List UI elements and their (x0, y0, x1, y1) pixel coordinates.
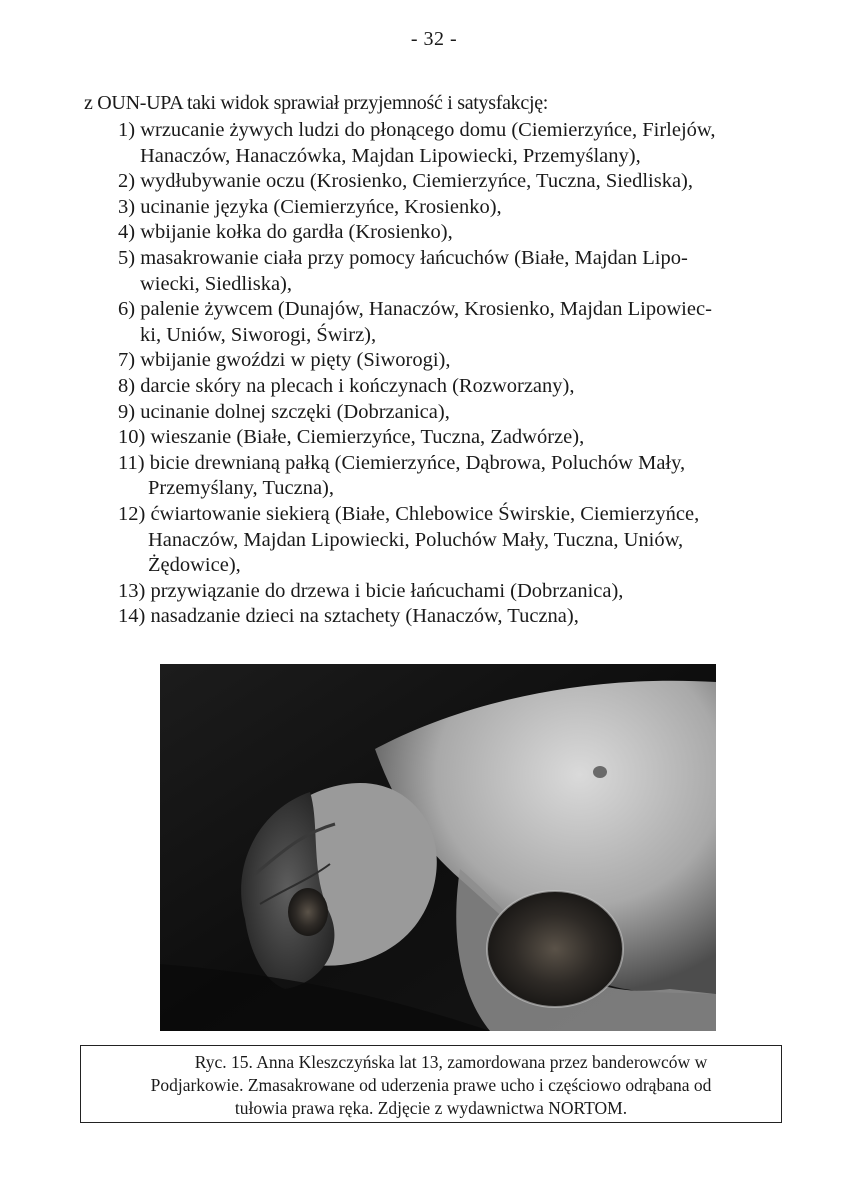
list-item (0, 425, 868, 451)
caption-line: tułowia prawa ręka. Zdjęcie z wydawnictwa NORTOM. (234, 1098, 628, 1118)
list-item-line: 1) wrzucanie żywych ludzi do płonącego domu (Ciemierzyńce, Firlejów, (118, 119, 716, 141)
list-item (0, 451, 868, 502)
list-item (0, 604, 868, 630)
list-item-line: 4) wbijanie kołka do gardła (Krosienko), (118, 221, 453, 244)
list-item (0, 297, 868, 348)
list-item-line: 9) ucinanie dolnej szczęki (Dobrzanica), (118, 400, 450, 423)
photo-illustration (160, 664, 716, 1031)
list-item-continuation: Żędowice), (148, 554, 241, 577)
list-item-line: 3) ucinanie języka (Ciemierzyńce, Krosienko), (118, 195, 502, 218)
list-item-line: 14) nasadzanie dzieci na sztachety (Hanaczów, Tuczna), (118, 605, 579, 628)
list-item (0, 579, 868, 605)
list-item-line: 2) wydłubywanie oczu (Krosienko, Ciemierzyńce, Tuczna, Siedliska), (118, 170, 694, 193)
list-item-continuation: Hanaczów, Majdan Lipowiecki, Poluchów Mały, Tuczna, Uniów, (148, 528, 684, 551)
figure-caption (80, 1045, 782, 1123)
list-item-continuation: Hanaczów, Hanaczówka, Majdan Lipowiecki, Przemyślany), (140, 144, 641, 167)
page-number: - 32 - (410, 28, 458, 50)
list-item (0, 400, 868, 426)
list-item (0, 348, 868, 374)
list-item-line: 6) palenie żywcem (Dunajów, Hanaczów, Krosienko, Majdan Lipowiec- (118, 298, 712, 321)
list-item (0, 220, 868, 246)
list-item-line: 11) bicie drewnianą pałką (Ciemierzyńce, Dąbrowa, Poluchów Mały, (118, 451, 686, 474)
caption-line: Podjarkowie. Zmasakrowane od uderzenia prawe ucho i częściowo odrąbana od (150, 1075, 712, 1095)
list-item (0, 246, 868, 297)
list-item-line: 8) darcie skóry na plecach i kończynach (Rozworzany), (118, 374, 575, 397)
caption-line: Ryc. 15. Anna Kleszczyńska lat 13, zamordowana przez banderowców w (194, 1052, 708, 1072)
photograph (160, 664, 716, 1031)
list-item-line: 7) wbijanie gwoździ w pięty (Siworogi), (118, 349, 451, 372)
list-item (0, 169, 868, 195)
list-item-line: 5) masakrowanie ciała przy pomocy łańcuchów (Białe, Majdan Lipo- (118, 246, 688, 269)
list-item-line: 12) ćwiartowanie siekierą (Białe, Chlebowice Świrskie, Ciemierzyńce, (118, 502, 700, 525)
list-item-continuation: wiecki, Siedliska), (140, 272, 293, 295)
intro-line: z OUN-UPA taki widok sprawiał przyjemność i satysfakcję: (84, 92, 549, 114)
list-item-line: 13) przywiązanie do drzewa i bicie łańcuchami (Dobrzanica), (118, 579, 624, 602)
list-item (0, 118, 868, 169)
list-item (0, 195, 868, 221)
list-item-continuation: ki, Uniów, Siworogi, Świrz), (140, 323, 377, 346)
list-item-line: 10) wieszanie (Białe, Ciemierzyńce, Tuczna, Zadwórze), (118, 426, 585, 449)
list-item (0, 374, 868, 400)
item-list (0, 118, 868, 630)
list-item (0, 502, 868, 579)
list-item-continuation: Przemyślany, Tuczna), (148, 477, 334, 500)
